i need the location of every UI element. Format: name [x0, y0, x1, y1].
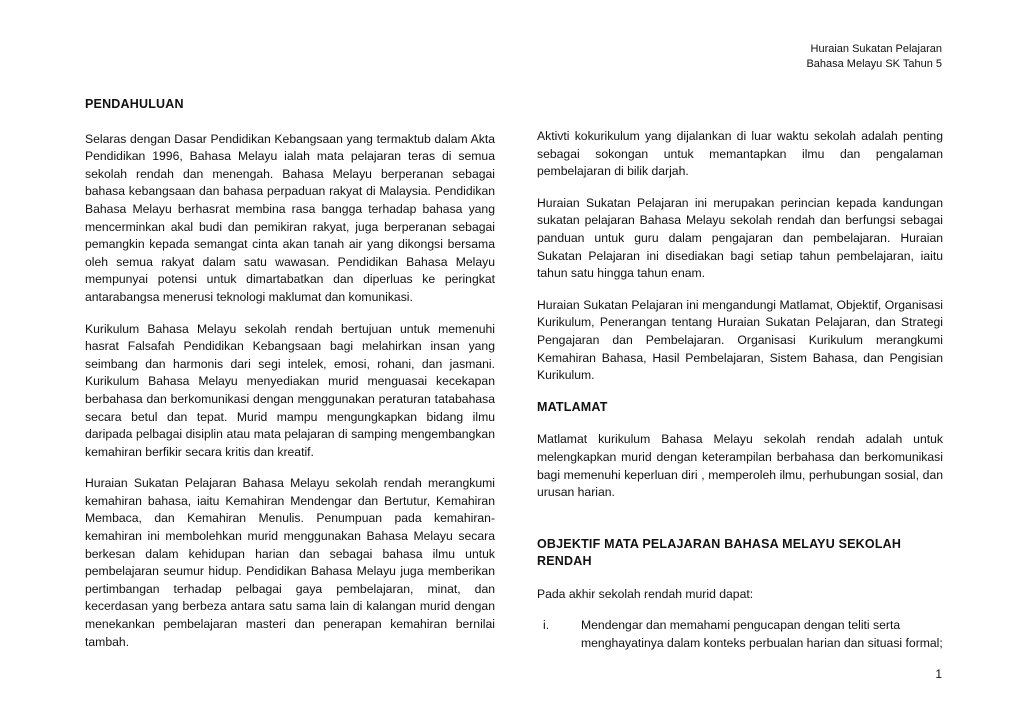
right-column [537, 128, 943, 653]
paragraph: Huraian Sukatan Pelajaran ini mengandungi Matlamat, Objektif, Organisasi Kurikulum, Penerangan tentang Huraian Sukatan Pelajaran, dan Strategi Pengajaran dan Pembelajaran. Organisasi Kurikulum merangkumi Kemahiran Bahasa, Hasil Pembelajaran, Sistem Bahasa, dan Pengisian Kurikulum. [537, 297, 943, 383]
header-line-1: Huraian Sukatan Pelajaran [810, 43, 942, 55]
paragraph: Aktivti kokurikulum yang dijalankan di luar waktu sekolah adalah penting sebagai sokongan untuk memantapkan ilmu dan pengalaman pembelajaran di bilik darjah. [537, 129, 943, 179]
list-item-text: Mendengar dan memahami pengucapan dengan teliti serta menghayatinya dalam konteks perbualan harian dan situasi formal; [581, 618, 943, 651]
section-heading-objektif: OBJEKTIF MATA PELAJARAN BAHASA MELAYU SEKOLAH RENDAH [537, 536, 902, 569]
left-column [85, 96, 495, 665]
paragraph: Pada akhir sekolah rendah murid dapat: [537, 586, 754, 601]
section-heading-matlamat: MATLAMAT [537, 399, 608, 414]
list-item-number: i. [543, 618, 550, 633]
page-number: 1 [935, 667, 942, 681]
section-heading-pendahuluan: PENDAHULUAN [85, 97, 184, 111]
paragraph: Huraian Sukatan Pelajaran ini merupakan perincian kepada kandungan sukatan pelajaran Bahasa Melayu sekolah rendah dan berfungsi sebagai panduan untuk guru dalam pengajaran dan pembelajaran. Huraian Sukatan Pelajaran ini disediakan bagi setiap tahun pembelajaran, iaitu tahun satu hingga tahun enam. [537, 195, 943, 281]
objectives-list [537, 617, 943, 652]
paragraph: Matlamat kurikulum Bahasa Melayu sekolah rendah adalah untuk melengkapkan murid dengan keterampilan berbahasa dan berkomunikasi bagi memenuhi keperluan diri , memperoleh ilmu, perhubungan sosial, dan urusan harian. [537, 432, 943, 500]
paragraph: Huraian Sukatan Pelajaran Bahasa Melayu sekolah rendah merangkumi kemahiran bahasa, iaitu Kemahiran Mendengar dan Bertutur, Kemahiran Membaca, dan Kemahiran Menulis. Penumpuan pada kemahiran-kemahiran ini membolehkan murid menggunakan Bahasa Melayu secara berkesan dalam kehidupan harian dan sebagai bahasa ilmu untuk pembelajaran seumur hidup. Pendidikan Bahasa Melayu juga memberikan pertimbangan terhadap pelbagai gaya pembelajaran, minat, dan kecerdasan yang berbeza antara satu sama lain di kalangan murid dengan menekankan pembelajaran masteri dan penerapan kemahiran bernilai tambah. [85, 476, 495, 649]
paragraph: Kurikulum Bahasa Melayu sekolah rendah bertujuan untuk memenuhi hasrat Falsafah Pendidikan Kebangsaan bagi melahirkan insan yang seimbang dan harmonis dari segi intelek, emosi, rohani, dan jasmani. Kurikulum Bahasa Melayu menyediakan murid menguasai kecekapan berbahasa dan berkomunikasi dengan menggunakan peraturan tatabahasa secara betul dan tepat. Murid mampu mengungkapkan bidang ilmu daripada pelbagai disiplin atau mata pelajaran di samping mengembangkan kemahiran berfikir secara kritis dan kreatif. [85, 321, 495, 459]
paragraph: Selaras dengan Dasar Pendidikan Kebangsaan yang termaktub dalam Akta Pendidikan 1996, Bahasa Melayu ialah mata pelajaran teras di semua sekolah rendah dan menengah. Bahasa Melayu berperanan sebagai bahasa kebangsaan dan bahasa perpaduan rakyat di Malaysia. Pendidikan Bahasa Melayu berhasrat membina rasa bangga terhadap bahasa yang mencerminkan akal budi dan pemikiran rakyat, juga berperanan sebagai pemangkin kepada semangat cinta akan tanah air yang dikongsi bersama oleh semua rakyat dalam satu wawasan. Pendidikan Bahasa Melayu mempunyai potensi untuk dimartabatkan dan diperluas ke peringkat antarabangsa menerusi teknologi maklumat dan komunikasi. [85, 131, 495, 304]
header-line-2: Bahasa Melayu SK Tahun 5 [806, 58, 942, 70]
page-header [806, 42, 942, 72]
list-item [537, 617, 943, 652]
